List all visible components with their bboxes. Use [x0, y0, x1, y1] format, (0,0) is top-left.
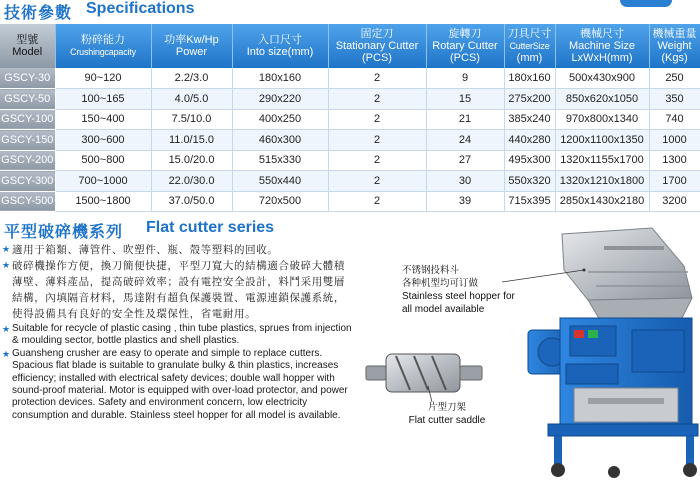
cell-stationary: 2 — [328, 130, 426, 151]
cell-model: GSCY-150 — [0, 130, 55, 151]
cell-model: GSCY-30 — [0, 68, 55, 89]
cell-into-size: 720x500 — [232, 191, 328, 212]
cell-weight: 250 — [649, 68, 700, 89]
table-row — [0, 109, 700, 130]
cell-power: 11.0/15.0 — [151, 130, 232, 151]
col-cutter-size: 刀具尺寸 CutterSize (mm) — [504, 24, 555, 68]
cell-rotary: 9 — [426, 68, 504, 89]
cutter-saddle-illustration — [366, 354, 482, 392]
corner-decoration — [620, 0, 672, 7]
hopper-annotation — [402, 264, 522, 316]
cell-model: GSCY-300 — [0, 171, 55, 192]
cell-capacity: 150~400 — [55, 109, 151, 130]
cell-cutter-size: 550x320 — [504, 171, 555, 192]
cell-cutter-size: 440x280 — [504, 130, 555, 151]
star-bullet-icon: ★ — [2, 348, 11, 359]
star-bullet-icon: ★ — [2, 324, 11, 334]
cell-cutter-size: 385x240 — [504, 109, 555, 130]
col-capacity: 粉碎能力 Crushingcapacity — [55, 24, 151, 68]
saddle-annotation — [392, 401, 502, 427]
cell-machine-size: 970x800x1340 — [555, 109, 649, 130]
spec-title-cn: 技術參數 — [4, 3, 73, 22]
cell-power: 2.2/3.0 — [151, 68, 232, 89]
feature-text: Guansheng crusher are easy to operate and simple to replace cutters. Spacious flat blade is suitable to granulate bulky & thin plastics, increases efficiency; installed with electrical safety devices; double wall hopper with sound-proof material. Motor is equipped with over-load protector, and power protection devices. Safety and environment concern, low electricity consumption and durable. Stainless steel hopper for all model is available. — [12, 347, 348, 421]
table-row — [0, 68, 700, 89]
cell-rotary: 21 — [426, 109, 504, 130]
col-power: 功率Kw/Hp Power — [151, 24, 232, 68]
table-row — [0, 171, 700, 192]
table-row — [0, 191, 700, 212]
cell-power: 7.5/10.0 — [151, 109, 232, 130]
cell-power: 4.0/5.0 — [151, 89, 232, 110]
cell-cutter-size: 495x300 — [504, 150, 555, 171]
col-weight: 機械重量 Weight (Kgs) — [649, 24, 700, 68]
feature-item — [2, 258, 352, 322]
table-row — [0, 150, 700, 171]
cell-machine-size: 850x620x1050 — [555, 89, 649, 110]
table-row — [0, 130, 700, 151]
cell-capacity: 300~600 — [55, 130, 151, 151]
cell-into-size: 460x300 — [232, 130, 328, 151]
cell-into-size: 550x440 — [232, 171, 328, 192]
cell-machine-size: 1320x1155x1700 — [555, 150, 649, 171]
saddle-label-cn: 片型刀架 — [427, 402, 466, 413]
cell-rotary: 39 — [426, 191, 504, 212]
cell-stationary: 2 — [328, 191, 426, 212]
star-bullet-icon: ★ — [2, 245, 11, 255]
cell-model: GSCY-50 — [0, 89, 55, 110]
cell-rotary: 15 — [426, 89, 504, 110]
cell-cutter-size: 275x200 — [504, 89, 555, 110]
col-model: 型號 Model — [0, 24, 55, 68]
cell-into-size: 400x250 — [232, 109, 328, 130]
cell-machine-size: 1200x1100x1350 — [555, 130, 649, 151]
cell-into-size: 515x330 — [232, 150, 328, 171]
cell-weight: 740 — [649, 109, 700, 130]
col-stationary-cutter: 固定刀 Stationary Cutter (PCS) — [328, 24, 426, 68]
cell-capacity: 700~1000 — [55, 171, 151, 192]
cell-into-size: 290x220 — [232, 89, 328, 110]
cell-rotary: 27 — [426, 150, 504, 171]
spec-table — [0, 24, 700, 212]
cell-weight: 3200 — [649, 191, 700, 212]
cell-capacity: 1500~1800 — [55, 191, 151, 212]
cell-power: 15.0/20.0 — [151, 150, 232, 171]
section-title-en: Flat cutter series — [146, 219, 275, 236]
cell-stationary: 2 — [328, 109, 426, 130]
cell-capacity: 500~800 — [55, 150, 151, 171]
col-rotary-cutter: 旋轉刀 Rotary Cutter (PCS) — [426, 24, 504, 68]
feature-text: Suitable for recycle of plastic casing , thin tube plastics, sprues from injection & moulding sector, bottle plastics and shell plastics. — [12, 323, 352, 347]
cell-weight: 1000 — [649, 130, 700, 151]
cell-weight: 1300 — [649, 150, 700, 171]
table-row — [0, 89, 700, 110]
cell-machine-size: 1320x1210x1800 — [555, 171, 649, 192]
feature-item — [2, 323, 352, 348]
cell-capacity: 90~120 — [55, 68, 151, 89]
section-title-cn: 平型破碎機系列 — [4, 222, 124, 241]
col-into-size: 入口尺寸 Into size(mm) — [232, 24, 328, 68]
cell-power: 22.0/30.0 — [151, 171, 232, 192]
cell-stationary: 2 — [328, 150, 426, 171]
cell-cutter-size: 180x160 — [504, 68, 555, 89]
cell-rotary: 24 — [426, 130, 504, 151]
hopper-label-cn-1: 不锈钢投料斗 — [402, 265, 460, 276]
saddle-label-en: Flat cutter saddle — [408, 415, 486, 426]
cell-capacity: 100~165 — [55, 89, 151, 110]
cell-machine-size: 500x430x900 — [555, 68, 649, 89]
star-bullet-icon: ★ — [2, 261, 11, 271]
feature-item — [2, 348, 352, 422]
cell-machine-size: 2850x1430x2180 — [555, 191, 649, 212]
cell-weight: 1700 — [649, 171, 700, 192]
spec-header — [0, 0, 700, 24]
cell-stationary: 2 — [328, 171, 426, 192]
cell-power: 37.0/50.0 — [151, 191, 232, 212]
table-header-row — [0, 24, 700, 68]
hopper-label-cn-2: 各种机型均可订做 — [402, 278, 479, 289]
feature-text: 適用于箱類、薄管件、吹塑件、瓶、殼等塑料的回收。 — [12, 244, 279, 256]
hopper-label-en: Stainless steel hopper for all model available — [402, 291, 515, 315]
feature-text: 破碎機操作方便，換刀簡便快捷，平型刀寬大的結構適合破碎大體積薄壁、薄料產品，提高破碎效率；設有電控安全設計，料鬥采用雙層結構，內填隔音材料，馬達附有超負保護裝置、電源連鎖保護系統，使得設備具有良好的安全性及環保性，省電耐用。 — [12, 260, 345, 320]
product-photo-area — [352, 226, 700, 483]
feature-item — [2, 242, 352, 258]
cell-model: GSCY-500 — [0, 191, 55, 212]
cell-weight: 350 — [649, 89, 700, 110]
cell-stationary: 2 — [328, 89, 426, 110]
col-machine-size: 機械尺寸 Machine Size LxWxH(mm) — [555, 24, 649, 68]
cell-model: GSCY-100 — [0, 109, 55, 130]
cell-into-size: 180x160 — [232, 68, 328, 89]
cell-cutter-size: 715x395 — [504, 191, 555, 212]
cell-model: GSCY-200 — [0, 150, 55, 171]
cell-rotary: 30 — [426, 171, 504, 192]
feature-list — [2, 242, 352, 422]
spec-title-en: Specifications — [86, 0, 195, 17]
cell-stationary: 2 — [328, 68, 426, 89]
